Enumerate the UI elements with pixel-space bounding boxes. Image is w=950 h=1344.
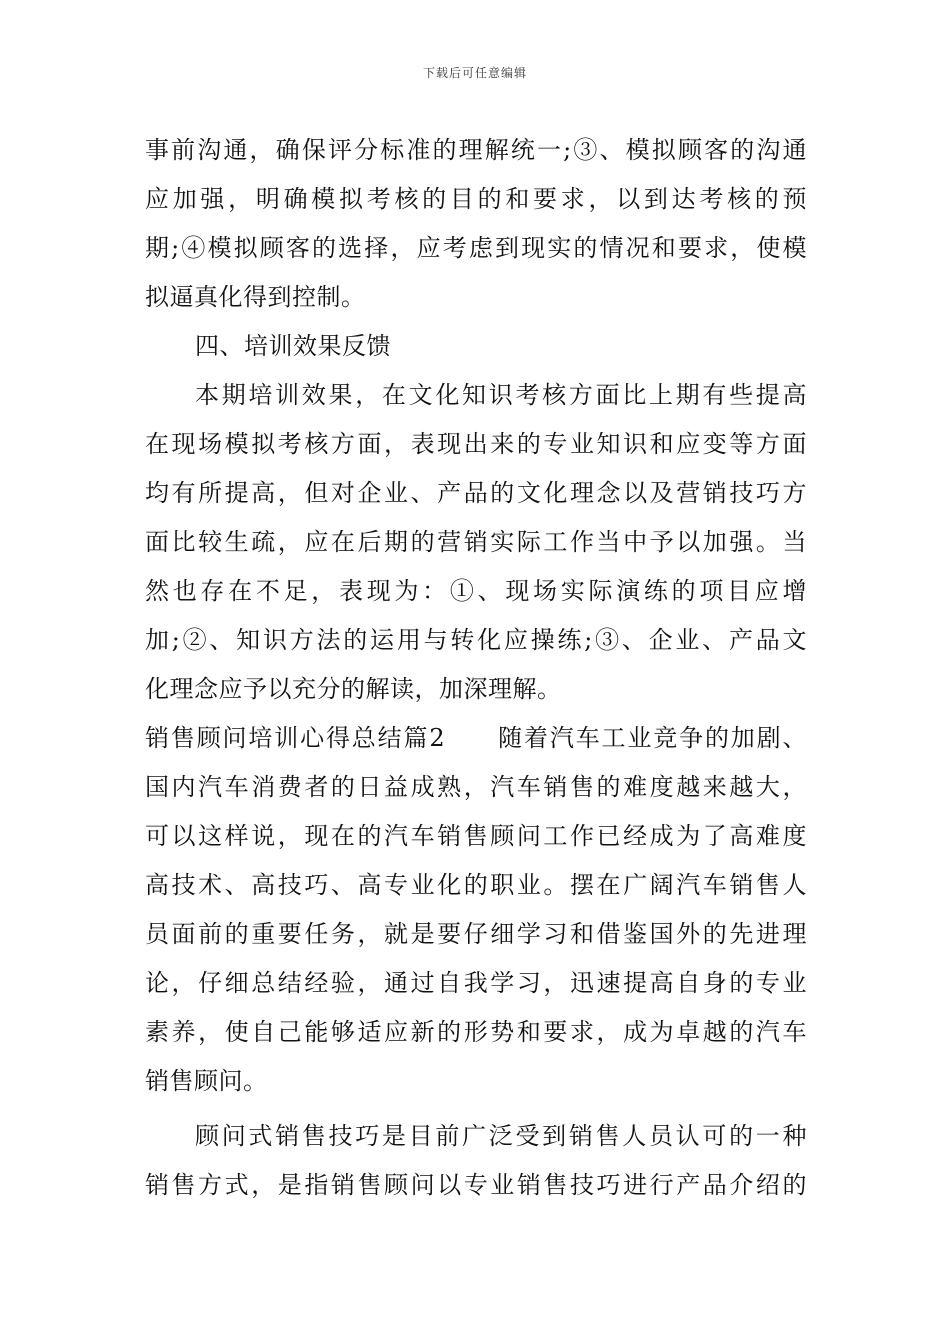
section-heading: 四、培训效果反馈: [195, 332, 391, 360]
document-body: [145, 126, 807, 1210]
text-line: 加;②、知识方法的运用与转化应操练;③、企业、产品文: [145, 626, 807, 654]
text-line: 国内汽车消费者的日益成熟，汽车销售的难度越来越大，: [145, 773, 807, 801]
text-line: 期;④模拟顾客的选择，应考虑到现实的情况和要求，使模: [145, 234, 807, 262]
text-line: 事前沟通，确保评分标准的理解统一;③、模拟顾客的沟通: [145, 136, 807, 164]
text-line: 在现场模拟考核方面，表现出来的专业知识和应变等方面: [145, 430, 807, 458]
text-line: 本期培训效果，在文化知识考核方面比上期有些提高: [195, 381, 807, 409]
text-line: 然也存在不足，表现为：①、现场实际演练的项目应增: [145, 577, 807, 605]
text-line: 高技术、高技巧、高专业化的职业。摆在广阔汽车销售人: [145, 871, 807, 899]
text-line: 顾问式销售技巧是目前广泛受到销售人员认可的一种: [195, 1122, 807, 1150]
text-line: 员面前的重要任务，就是要仔细学习和借鉴国外的先进理: [145, 920, 807, 948]
text-line: 可以这样说，现在的汽车销售顾问工作已经成为了高难度: [145, 822, 807, 850]
text-line: 面比较生疏，应在后期的营销实际工作当中予以加强。当: [145, 528, 807, 556]
page-header: 下载后可任意编辑: [422, 66, 527, 80]
text-line: 拟逼真化得到控制。: [145, 283, 366, 311]
text-line: 销售顾问。: [145, 1067, 268, 1095]
text-line: 销售方式，是指销售顾问以专业销售技巧进行产品介绍的: [145, 1171, 807, 1199]
text-line: 均有所提高，但对企业、产品的文化理念以及营销技巧方: [145, 479, 807, 507]
text-line: 应加强，明确模拟考核的目的和要求，以到达考核的预: [145, 185, 807, 213]
text-line: 销售顾问培训心得总结篇2 随着汽车工业竞争的加剧、: [145, 724, 807, 752]
text-line: 素养，使自己能够适应新的形势和要求，成为卓越的汽车: [145, 1018, 807, 1046]
text-line: 论，仔细总结经验，通过自我学习，迅速提高自身的专业: [145, 969, 807, 997]
text-line: 化理念应予以充分的解读，加深理解。: [145, 675, 562, 703]
